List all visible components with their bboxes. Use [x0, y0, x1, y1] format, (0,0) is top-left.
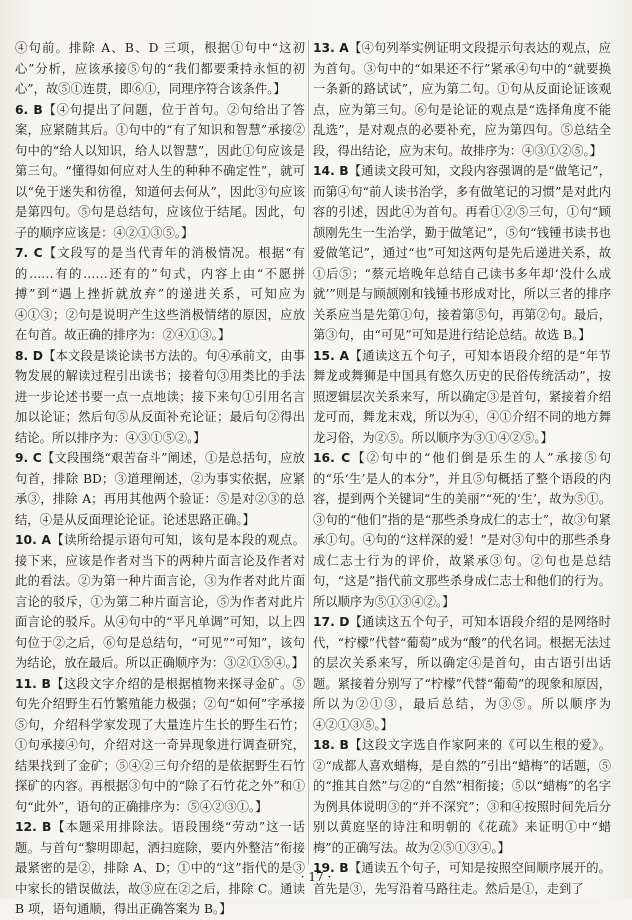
answer-number: 7. C — [15, 246, 43, 260]
answer-number: 18. B — [313, 738, 349, 752]
answer-number: 6. B — [15, 102, 43, 117]
answer-number: 17. D — [313, 615, 350, 629]
answer-item — [15, 530, 305, 674]
answer-text: 【本文段是谈论读书方法的。句④承前文，由事物发展的解读过程引出读书；接着句③用类比的手法进一步论述书要一点一点地读；接下来句①引用名言加以论证；然后句⑤从反面补充论证；最后句②得出结论。所以排序为：④③①⑤②。】 — [15, 348, 305, 445]
left-column — [15, 38, 305, 916]
answer-item — [313, 38, 611, 161]
answer-number: 14. B — [313, 164, 349, 178]
right-column — [313, 38, 611, 896]
column-divider — [308, 40, 309, 865]
answer-number: 12. B — [15, 820, 52, 834]
answer-text: 【通读五个句子，可知是按照空间顺序展开的。首先是③，先写沿着马路往走。然后是①，走到了 — [313, 861, 611, 896]
answer-item — [15, 817, 305, 920]
answer-item — [15, 38, 305, 100]
answer-text: 【文段围绕“艰苦奋斗”阐述，①是总括句，应放句首，排除 BD；③道理阐述，②为事实依据，应紧承③，排除 A；再用其他两个验证：⑤是对②③的总结，④是从反面理论论证。论述思路正确。】 — [15, 451, 305, 527]
answer-number: 13. A — [313, 41, 349, 55]
answer-text: 【这段文字介绍的是根据植物来探寻金矿。⑤句先介绍野生石竹繁殖能力极强；②句“如何”字承接⑤句，介绍科学家发现了大量连片生长的野生石竹；①句承接④句，介绍对这一奇异现象进行调查研究，结果找到了金矿；⑤④②三句介绍的是依据野生石竹探矿的内容。再根据③句中的“除了石竹花之外”和①句“此外”，语句的正确排序为：⑤④②③①。】 — [15, 676, 305, 814]
answer-text: 【文段写的是当代青年的消极情况。根据“有的……有的……还有的”句式，内容上由“不愿拼搏”到“遇上挫折就放弃”的递进关系，可知应为④①③；②句是说明产生这些消极情绪的原因，应放在句首。故正确的排序为：②④①③。】 — [15, 246, 305, 342]
answer-text: 【通读这五个句子，可知本语段介绍的是“年节舞龙或舞狮是中国具有悠久历史的民俗传统活动”，按照逻辑层次关系来写，所以确定③是首句，紧接着介绍龙可而，舞龙末戏，所以为④，④①介绍不同的地方舞龙习俗，为②⑤。所以顺序为③①④②⑤。】 — [313, 348, 611, 445]
answer-text: 【②句中的“他们倒是乐生的人”承接⑤句的“乐‘生’是人的本分”，并且⑤句概括了整个语段的内容，提到两个关键词“生的美丽”“死的‘生’，故为⑤①。③句的“他们”指的是“那些杀身成仁的志士”，故③句紧承①句。④句的“这样深的爱！”是对③句中的那些杀身成仁志士行为的评价，故紧承③句。②句也是总结句，“这是”指代前文那些杀身成仁志士和他们的行为。所以顺序为⑤①③④②。】 — [313, 451, 611, 609]
answer-item — [15, 346, 305, 449]
answer-item — [15, 100, 305, 244]
answer-number: 11. B — [15, 676, 51, 691]
answer-number: 16. C — [313, 451, 351, 465]
answer-number: 15. A — [313, 348, 350, 363]
answer-item — [313, 612, 611, 735]
answer-number: 9. C — [15, 451, 42, 465]
answer-number: 19. B — [313, 861, 349, 875]
answer-item — [313, 346, 611, 449]
page-number: · 17 · — [300, 870, 332, 884]
answer-item — [15, 674, 305, 818]
answer-text: 【读所给提示语句可知，该句是本段的观点。接下来，应该是作者对当下的两种片面言论及作者对此的看法。②为第一种片面言论，③为作者对此片面言论的驳斥，①为第二种片面言论，⑤为作者对此片面言论的驳斥。从④句中的“平凡单调”可知，以上四句位于②之后，⑥句是总结句，“可见”“可知”，该句为结论，放在最后。所以正确顺序为：③②①⑤④。】 — [15, 533, 305, 670]
answer-item — [313, 161, 611, 346]
answer-text: ④句前。排除 A、B、D 三项，根据①句中“这初心”分析，应该承接⑤句的“我们都要秉持永恒的初心”，故⑤①连贯，即⑥①，同理序符合该条件。】 — [15, 41, 305, 96]
answer-text: 【这段文字选自作家阿来的《可以生根的爱》。②“成都人喜欢蜡梅，是自然的”引出“蜡梅”的话题，⑤的“推其自然”与②的“自然”相衔接；⑤以“蜡梅”的名字为例具体说明③的“并不深究”；③和④按照时间先后分别以黄庭坚的诗注和明朝的《花疏》来证明①中“蜡梅”的正确写法。故为②⑤①③④。】 — [313, 738, 611, 855]
answer-item — [15, 243, 305, 346]
answer-number: 10. A — [15, 533, 51, 547]
answer-text: 【通读文段可知，文段内容强调的是“做笔记”，而第④句“前人读书治学，多有做笔记的习惯”是对此内容的引述，因此④为首句。再看①②⑤三句，①句“顾颉刚先生一生治学，勤于做笔记”，⑤句“钱锺书读书也爱做笔记”，通过“也”可知这两句是先后递进关系，故①后⑤；“蔡元培晚年总结自己读书多年却‘没什么成就’”则是与顾颉刚和钱锺书形成对比，所以三者的排序关系应当是先第①句，接着第⑤句，再第②句。最后，第③句，由“可见”可知是进行结论总结。故选 B。】 — [313, 164, 611, 342]
answer-item — [313, 735, 611, 858]
answer-text: 【通读这五个句子，可知本语段介绍的是网络时代，“柠檬”代替“葡萄”成为“酸”的代名词。根据无法过的层次关系来写，所以确定④是首句，由古语引出话题。紧接着分别写了“柠檬”代替“葡萄”的现象和原因，所以为②①③，最后总结，为③⑤。所以顺序为④②①③⑤。】 — [313, 615, 611, 732]
answer-text: 【本题采用排除法。语段围绕“劳动”这一话题。与首句“黎明即起，洒扫庭除，要内外整洁”衔接最紧密的是②，排除 A、D；①中的“这”指代的是③中家长的错误做法，故③应在②之后，排除 C。通读 B 项，语句通顺，得出正确答案为 B。】 — [15, 820, 305, 916]
answer-number: 8. D — [15, 348, 43, 363]
answer-item — [313, 448, 611, 612]
answer-text: 【④句提出了问题，位于首句。②句给出了答案，应紧随其后。①句中的“有了知识和智慧”承接②句中的“给人以知识，给人以智慧”，因此①句应该是第三句。“懂得如何应对人生的种种不确定性”，就可以“免于迷失和彷徨，知道何去何从”，因此③句应该是第四句。⑤句是总结句，应该位于结尾。因此，句子的顺序应该是：④②①③⑤。】 — [15, 102, 305, 240]
answer-item — [15, 448, 305, 530]
answer-text: 【④句列举实例证明文段提示句表达的观点，应为首句。③句中的“如果还不行”紧承④句中的“就要换一条新的路试试”，应为第二句。①句从反面论证该观点，应为第三句。⑥句是论证的观点是“选择角度不能乱选”，是对观点的必要补充，应为第四句。⑤总结全段，得出结论，应为末句。故排序为：④③①②⑤。】 — [313, 41, 611, 158]
